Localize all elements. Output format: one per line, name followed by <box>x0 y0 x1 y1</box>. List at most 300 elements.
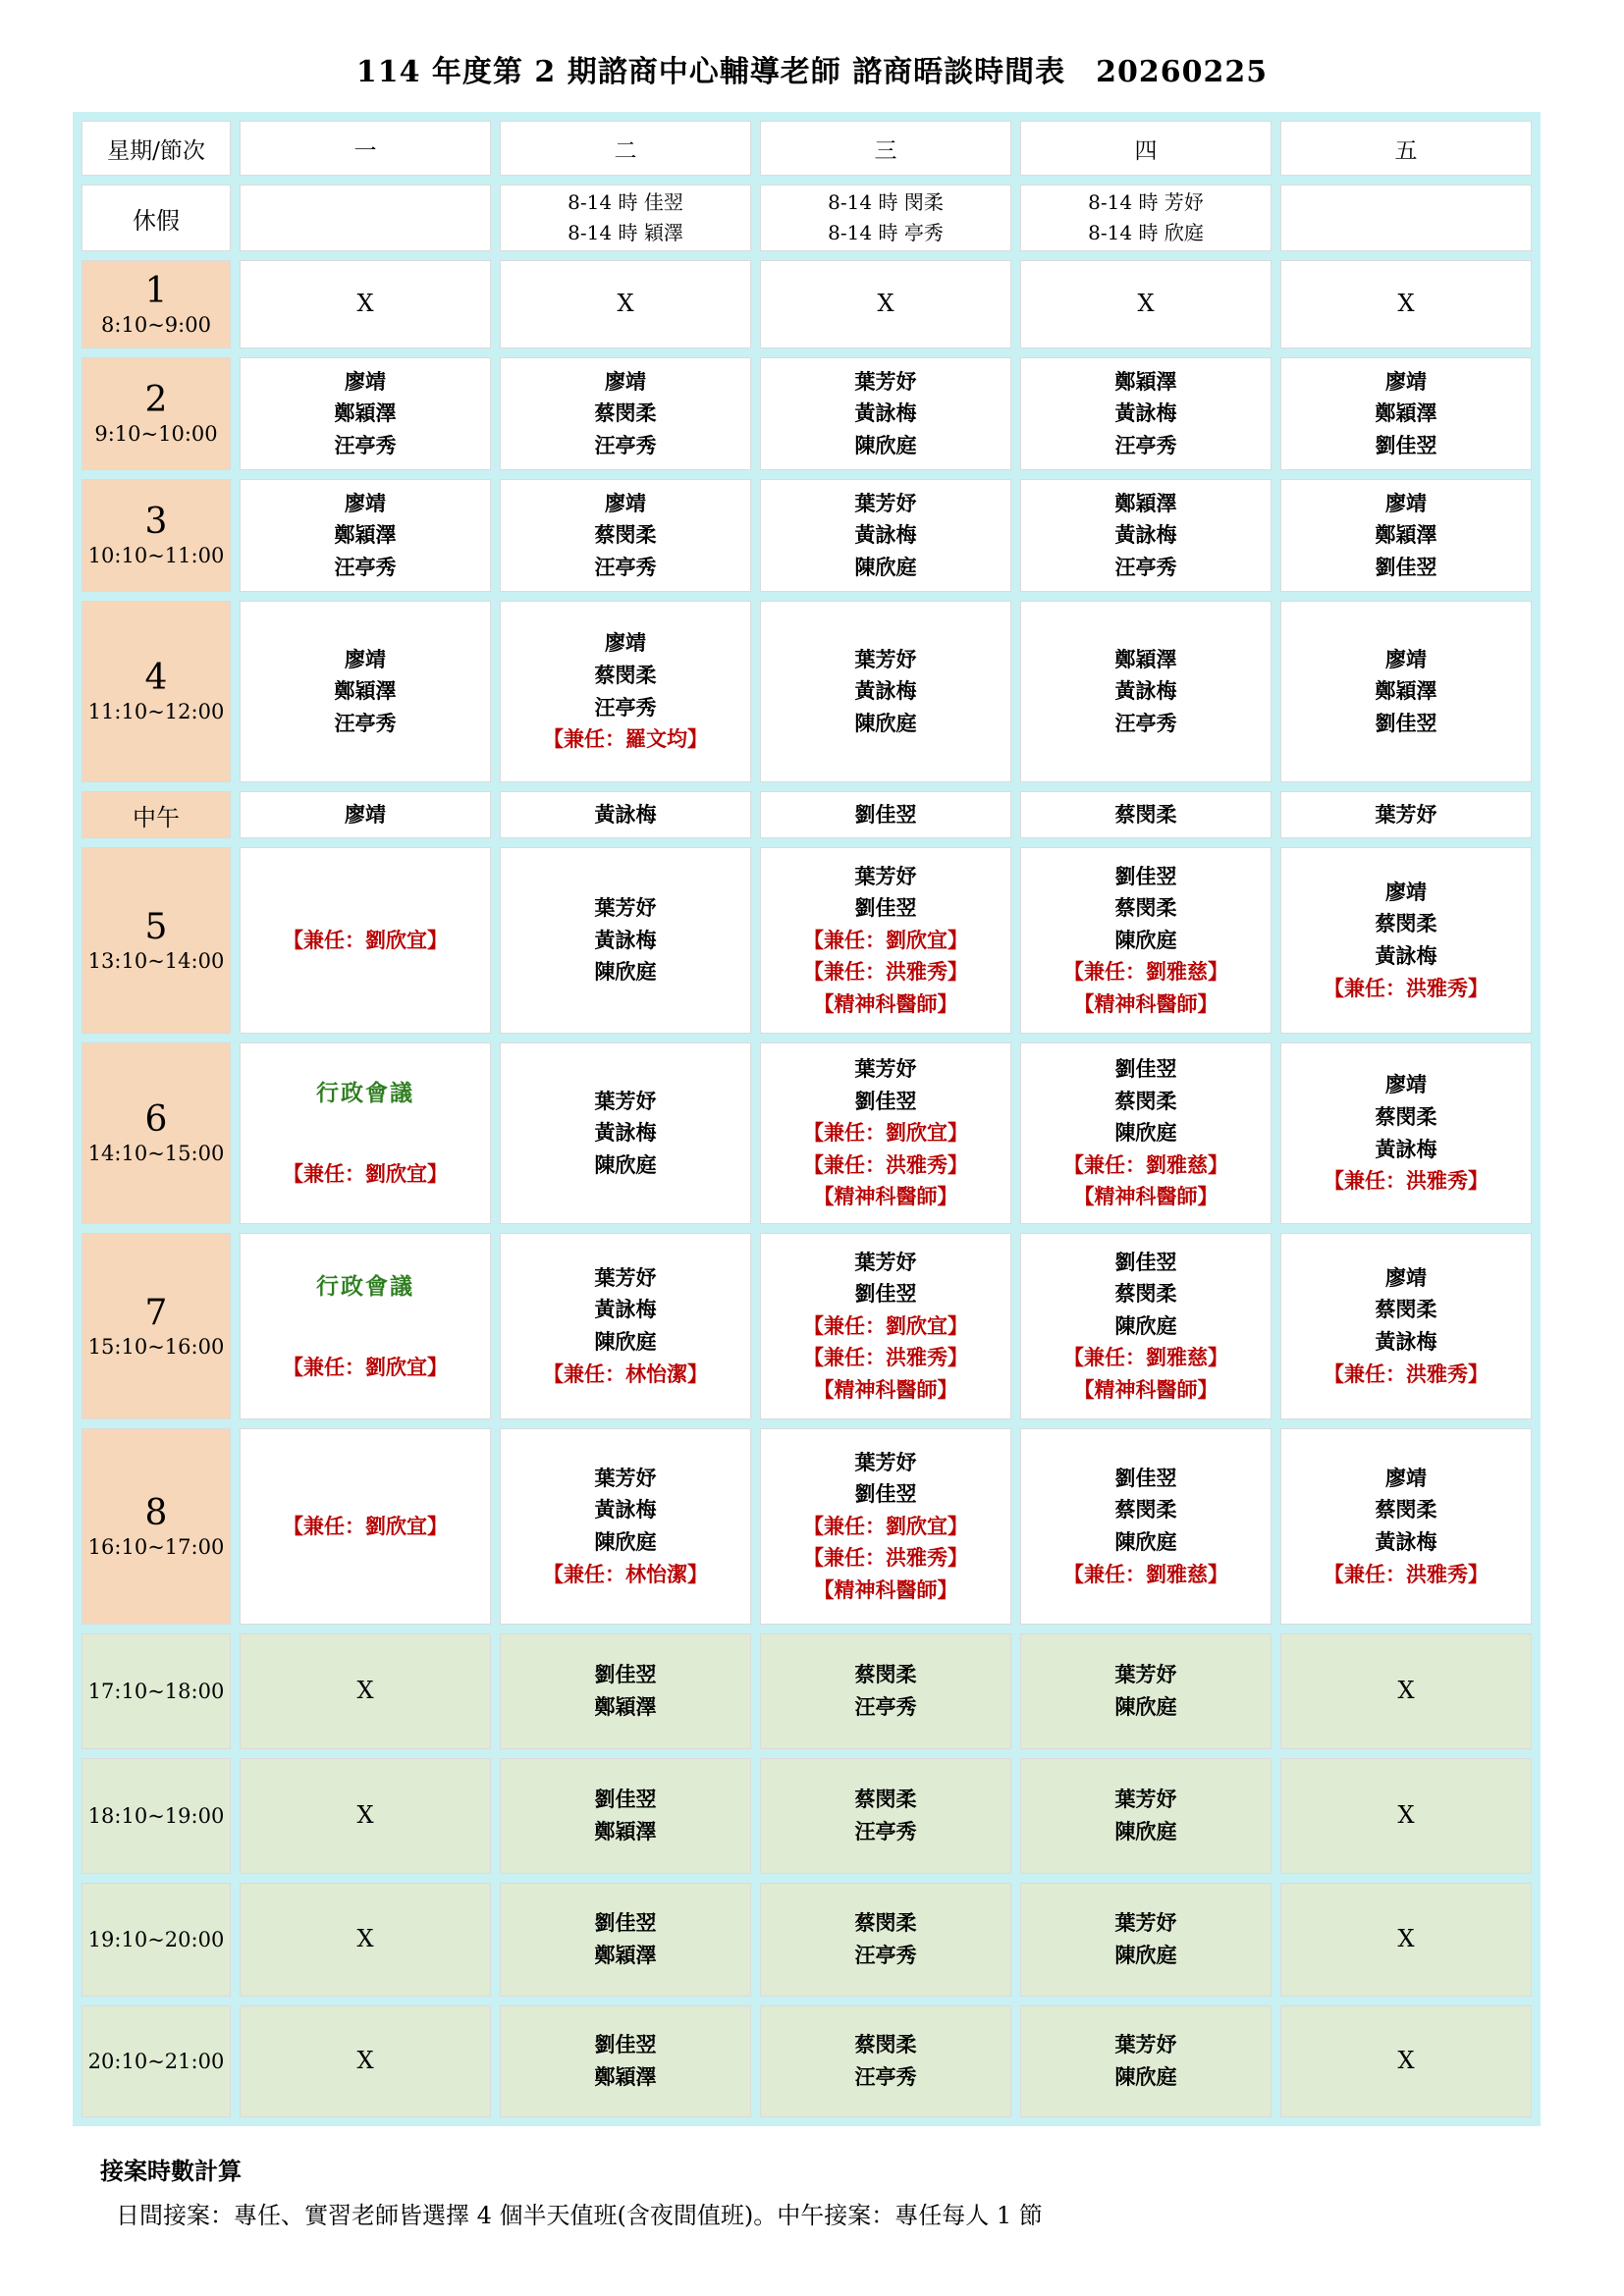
row-label-cell <box>81 260 231 348</box>
closed-mark: X <box>1397 1925 1415 1953</box>
cell-line: 蔡閔柔 <box>1114 1088 1177 1113</box>
header-day-cell: 二 <box>500 121 751 176</box>
cell-line: 黃詠梅 <box>1114 522 1177 548</box>
cell-line: 黃詠梅 <box>594 801 657 827</box>
closed-mark: X <box>877 290 894 318</box>
cell-line: 【兼任：洪雅秀】 <box>1324 975 1489 1000</box>
schedule-row <box>81 601 1532 782</box>
schedule-row <box>81 1233 1532 1419</box>
schedule-cell <box>1020 791 1272 838</box>
cell-line: 廖靖 <box>1385 646 1427 671</box>
period-time: 15:10~16:00 <box>87 1334 225 1359</box>
header-day-cell: 三 <box>760 121 1011 176</box>
cell-line: 汪亭秀 <box>1114 710 1177 735</box>
cell-line: 劉佳翌 <box>1114 1465 1177 1490</box>
cell-line: 【精神科醫師】 <box>1073 990 1218 1016</box>
row-label-cell <box>81 1042 231 1224</box>
cell-line <box>243 1111 488 1158</box>
cell-line: 劉佳翌 <box>854 1088 917 1113</box>
schedule-cell <box>760 479 1011 592</box>
cell-line: 陳欣庭 <box>1114 927 1177 952</box>
cell-line: 蔡閔柔 <box>1375 911 1437 936</box>
cell-line: 汪亭秀 <box>854 1819 917 1843</box>
schedule-cell <box>760 1233 1011 1419</box>
cell-line: 【精神科醫師】 <box>813 1576 958 1602</box>
cell-line: 鄭穎澤 <box>1375 522 1437 548</box>
cell-line: 蔡閔柔 <box>1114 801 1177 827</box>
cell-line: 汪亭秀 <box>1114 554 1177 579</box>
schedule-cell <box>1020 1883 1272 1997</box>
cell-line: 陳欣庭 <box>1114 2064 1177 2089</box>
cell-line: 【兼任：劉雅慈】 <box>1063 1345 1228 1370</box>
footer-heading: 接案時數計算 <box>100 2157 242 2185</box>
schedule-cell <box>500 479 751 592</box>
cell-line: 廖靖 <box>1385 490 1427 515</box>
cell-line: 廖靖 <box>345 490 386 515</box>
cell-line: 【兼任：林怡潔】 <box>543 1561 708 1586</box>
schedule-cell <box>500 1758 751 1874</box>
cell-line: 陳欣庭 <box>1114 1312 1177 1338</box>
cell-line: 劉佳翌 <box>1375 432 1437 457</box>
cell-line: 鄭穎澤 <box>1375 400 1437 426</box>
schedule-cell <box>240 1042 491 1224</box>
schedule-cell <box>1280 847 1532 1034</box>
cell-line: 汪亭秀 <box>334 432 397 457</box>
cell-line: 蔡閔柔 <box>594 662 657 687</box>
schedule-cell <box>500 1233 751 1419</box>
cell-line: 劉佳翌 <box>1114 863 1177 888</box>
schedule-cell <box>500 1633 751 1749</box>
cell-line: 廖靖 <box>605 630 646 656</box>
schedule-row <box>81 1758 1532 1874</box>
cell-line: 鄭穎澤 <box>334 522 397 548</box>
cell-line: 汪亭秀 <box>594 554 657 579</box>
cell-line: 蔡閔柔 <box>594 400 657 426</box>
cell-line: 【精神科醫師】 <box>813 1184 958 1209</box>
cell-line: 陳欣庭 <box>594 1529 657 1554</box>
schedule-cell <box>1020 847 1272 1034</box>
cell-line: 【兼任：劉欣宜】 <box>283 927 448 952</box>
cell-line: 劉佳翌 <box>854 1281 917 1307</box>
schedule-cell <box>1280 479 1532 592</box>
cell-line: 劉佳翌 <box>854 1481 917 1507</box>
cell-line: 行政會議 <box>316 1080 414 1107</box>
cell-line: 葉芳妤 <box>854 863 917 888</box>
cell-line: 鄭穎澤 <box>334 400 397 426</box>
cell-line: 黃詠梅 <box>594 1497 657 1522</box>
schedule-cell <box>1280 791 1532 838</box>
cell-line: 劉佳翌 <box>1114 1249 1177 1274</box>
cell-line: 【兼任：洪雅秀】 <box>803 959 968 985</box>
schedule-row <box>81 1042 1532 1224</box>
cell-line: 陳欣庭 <box>594 1329 657 1354</box>
period-time: 14:10~15:00 <box>87 1142 225 1166</box>
cell-line: 蔡閔柔 <box>1114 1497 1177 1522</box>
schedule-row <box>81 2005 1532 2117</box>
cell-line: 劉佳翌 <box>1375 554 1437 579</box>
schedule-cell <box>240 357 491 470</box>
cell-line: 劉佳翌 <box>594 2032 657 2057</box>
schedule-cell <box>760 260 1011 348</box>
schedule-cell <box>1020 357 1272 470</box>
closed-mark: X <box>1397 1677 1415 1705</box>
schedule-row <box>81 1428 1532 1625</box>
schedule-table <box>73 112 1541 2126</box>
cell-line: 劉佳翌 <box>594 1787 657 1812</box>
schedule-cell <box>240 791 491 838</box>
schedule-cell <box>240 479 491 592</box>
schedule-row <box>81 185 1532 251</box>
row-label-cell <box>81 1883 231 1997</box>
cell-line: 劉佳翌 <box>594 1662 657 1687</box>
cell-line: 廖靖 <box>1385 1264 1427 1290</box>
cell-line: 鄭穎澤 <box>594 1819 657 1843</box>
cell-line: 8-14 時 亭秀 <box>828 221 944 244</box>
cell-line: 廖靖 <box>605 368 646 394</box>
cell-line: 鄭穎澤 <box>1375 678 1437 704</box>
cell-line: 葉芳妤 <box>594 1465 657 1490</box>
cell-line: 陳欣庭 <box>1114 1943 1177 1967</box>
cell-line: 廖靖 <box>1385 879 1427 904</box>
row-label: 中午 <box>133 803 180 831</box>
closed-mark: X <box>356 290 374 318</box>
schedule-row <box>81 791 1532 838</box>
schedule-cell <box>500 1883 751 1997</box>
cell-line: 葉芳妤 <box>1375 801 1437 827</box>
period-time: 9:10~10:00 <box>94 422 218 447</box>
cell-line: 葉芳妤 <box>854 1056 917 1082</box>
cell-line: 【兼任：劉欣宜】 <box>283 1161 448 1187</box>
cell-line: 劉佳翌 <box>1375 710 1437 735</box>
cell-line: 陳欣庭 <box>1114 1120 1177 1146</box>
closed-mark: X <box>356 1677 374 1705</box>
cell-line: 蔡閔柔 <box>854 2032 917 2057</box>
cell-line: 劉佳翌 <box>854 895 917 921</box>
cell-line: 【兼任：洪雅秀】 <box>1324 1168 1489 1194</box>
period-time: 10:10~11:00 <box>87 544 225 568</box>
schedule-cell <box>1020 479 1272 592</box>
schedule-row <box>81 1883 1532 1997</box>
schedule-cell <box>1280 1428 1532 1625</box>
schedule-cell <box>760 1758 1011 1874</box>
schedule-cell <box>1280 1883 1532 1997</box>
schedule-cell <box>240 2005 491 2117</box>
cell-line: 【兼任：劉欣宜】 <box>283 1513 448 1538</box>
row-label: 休假 <box>133 206 180 235</box>
cell-line: 【兼任：洪雅秀】 <box>803 1345 968 1370</box>
schedule-cell <box>760 791 1011 838</box>
schedule-cell <box>1020 260 1272 348</box>
schedule-cell <box>500 357 751 470</box>
cell-line: 黃詠梅 <box>594 1120 657 1146</box>
schedule-cell <box>760 1633 1011 1749</box>
cell-line: 【精神科醫師】 <box>1073 1184 1218 1209</box>
period-number: 1 <box>144 270 168 311</box>
cell-line: 8-14 時 閔柔 <box>828 190 944 214</box>
cell-line: 葉芳妤 <box>1114 1910 1177 1936</box>
cell-line: 行政會議 <box>316 1272 414 1300</box>
period-time: 16:10~17:00 <box>87 1534 225 1559</box>
schedule-cell <box>240 1883 491 1997</box>
schedule-cell <box>760 847 1011 1034</box>
row-label-cell <box>81 1428 231 1625</box>
schedule-cell <box>760 1428 1011 1625</box>
row-label: 20:10~21:00 <box>87 2050 225 2073</box>
cell-line: 【兼任：劉雅慈】 <box>1063 959 1228 985</box>
schedule-cell <box>1020 1428 1272 1625</box>
period-number: 2 <box>144 380 168 421</box>
schedule-cell <box>1020 601 1272 782</box>
cell-line: 廖靖 <box>345 646 386 671</box>
cell-line: 鄭穎澤 <box>594 2064 657 2089</box>
closed-mark: X <box>1397 2047 1415 2075</box>
header-day-cell: 一 <box>240 121 491 176</box>
period-number: 4 <box>144 658 168 699</box>
period-time: 11:10~12:00 <box>87 700 225 724</box>
row-label-cell <box>81 1758 231 1874</box>
period-time: 8:10~9:00 <box>101 312 211 337</box>
cell-line: 葉芳妤 <box>854 646 917 671</box>
cell-line: 8-14 時 芳妤 <box>1088 190 1204 214</box>
schedule-cell <box>1280 1758 1532 1874</box>
cell-line: 鄭穎澤 <box>1114 646 1177 671</box>
cell-line: 廖靖 <box>605 490 646 515</box>
closed-mark: X <box>356 2047 374 2075</box>
cell-line: 陳欣庭 <box>854 554 917 579</box>
cell-line: 黃詠梅 <box>1375 1329 1437 1354</box>
schedule-cell <box>1020 1233 1272 1419</box>
closed-mark: X <box>1137 290 1155 318</box>
row-label-cell <box>81 357 231 470</box>
cell-line: 蔡閔柔 <box>1375 1297 1437 1322</box>
schedule-cell <box>240 185 491 251</box>
cell-line: 汪亭秀 <box>334 710 397 735</box>
cell-line: 蔡閔柔 <box>1375 1103 1437 1129</box>
cell-line: 【兼任：林怡潔】 <box>543 1361 708 1386</box>
schedule-cell <box>240 601 491 782</box>
schedule-row <box>81 479 1532 592</box>
cell-line: 廖靖 <box>1385 368 1427 394</box>
cell-line: 【兼任：洪雅秀】 <box>1324 1561 1489 1586</box>
schedule-cell <box>1020 1633 1272 1749</box>
cell-line: 【兼任：劉欣宜】 <box>803 1312 968 1338</box>
schedule-cell <box>760 185 1011 251</box>
cell-line: 【兼任：羅文均】 <box>543 726 708 752</box>
cell-line: 汪亭秀 <box>854 1943 917 1967</box>
cell-line: 【精神科醫師】 <box>813 1376 958 1402</box>
schedule-cell <box>1280 357 1532 470</box>
cell-line: 汪亭秀 <box>854 2064 917 2089</box>
schedule-row <box>81 847 1532 1034</box>
cell-line: 【兼任：劉雅慈】 <box>1063 1561 1228 1586</box>
page-title: 114 年度第 2 期諮商中心輔導老師 諮商晤談時間表 20260225 <box>355 55 1269 89</box>
cell-line: 【兼任：洪雅秀】 <box>1324 1361 1489 1386</box>
table-body <box>81 185 1532 2117</box>
cell-line: 蔡閔柔 <box>594 522 657 548</box>
table-header <box>81 121 1532 176</box>
cell-line: 葉芳妤 <box>1114 1662 1177 1687</box>
cell-line: 【兼任：洪雅秀】 <box>803 1151 968 1177</box>
header-day-cell: 四 <box>1020 121 1272 176</box>
closed-mark: X <box>617 290 634 318</box>
cell-line: 【兼任：劉欣宜】 <box>803 1513 968 1538</box>
cell-line: 蔡閔柔 <box>854 1662 917 1687</box>
schedule-cell <box>240 260 491 348</box>
cell-line: 黃詠梅 <box>1375 1529 1437 1554</box>
cell-line: 蔡閔柔 <box>854 1910 917 1936</box>
period-number: 6 <box>144 1099 168 1141</box>
cell-line: 【精神科醫師】 <box>1073 1376 1218 1402</box>
cell-line: 黃詠梅 <box>854 522 917 548</box>
schedule-cell <box>760 2005 1011 2117</box>
period-number: 3 <box>144 502 168 543</box>
footer <box>100 2152 1624 2230</box>
closed-mark: X <box>1397 1801 1415 1830</box>
cell-line: 黃詠梅 <box>854 400 917 426</box>
schedule-cell <box>1020 2005 1272 2117</box>
row-label: 18:10~19:00 <box>87 1804 225 1828</box>
cell-line: 葉芳妤 <box>854 490 917 515</box>
cell-line: 陳欣庭 <box>1114 1694 1177 1719</box>
schedule-cell <box>500 1042 751 1224</box>
cell-line: 陳欣庭 <box>854 432 917 457</box>
cell-line: 陳欣庭 <box>1114 1819 1177 1843</box>
cell-line: 葉芳妤 <box>594 895 657 921</box>
cell-line <box>243 1305 488 1352</box>
schedule-cell <box>1280 601 1532 782</box>
cell-line: 葉芳妤 <box>854 1249 917 1274</box>
schedule-cell <box>1280 1042 1532 1224</box>
cell-line: 【兼任：洪雅秀】 <box>803 1545 968 1571</box>
cell-line: 黃詠梅 <box>854 678 917 704</box>
schedule-cell <box>240 1758 491 1874</box>
schedule-cell <box>760 1042 1011 1224</box>
cell-line: 黃詠梅 <box>1375 943 1437 968</box>
schedule-cell <box>500 601 751 782</box>
cell-line: 劉佳翌 <box>594 1910 657 1936</box>
closed-mark: X <box>1397 290 1415 318</box>
schedule-cell <box>1280 1233 1532 1419</box>
cell-line: 鄭穎澤 <box>1114 490 1177 515</box>
cell-line: 汪亭秀 <box>594 432 657 457</box>
schedule-cell <box>1020 1042 1272 1224</box>
schedule-cell <box>240 847 491 1034</box>
row-label-cell <box>81 2005 231 2117</box>
schedule-cell <box>240 1233 491 1419</box>
row-label-cell <box>81 1233 231 1419</box>
cell-line: 黃詠梅 <box>1114 678 1177 704</box>
period-number: 5 <box>144 906 168 947</box>
cell-line: 廖靖 <box>345 801 386 827</box>
cell-line: 蔡閔柔 <box>854 1787 917 1812</box>
schedule-cell <box>760 601 1011 782</box>
cell-line: 陳欣庭 <box>594 1151 657 1177</box>
cell-line: 廖靖 <box>345 368 386 394</box>
cell-line: 【兼任：劉雅慈】 <box>1063 1151 1228 1177</box>
schedule-cell <box>500 2005 751 2117</box>
cell-line: 葉芳妤 <box>854 1449 917 1474</box>
schedule-cell <box>760 1883 1011 1997</box>
header-row <box>81 121 1532 176</box>
closed-mark: X <box>356 1801 374 1830</box>
schedule-row <box>81 357 1532 470</box>
cell-line: 【兼任：劉欣宜】 <box>803 927 968 952</box>
cell-line: 劉佳翌 <box>854 801 917 827</box>
schedule-cell <box>500 791 751 838</box>
cell-line: 葉芳妤 <box>1114 2032 1177 2057</box>
closed-mark: X <box>356 1925 374 1953</box>
schedule-cell <box>1020 185 1272 251</box>
row-label-cell <box>81 791 231 838</box>
schedule-cell <box>1280 1633 1532 1749</box>
row-label: 17:10~18:00 <box>87 1680 225 1703</box>
cell-line: 黃詠梅 <box>1375 1136 1437 1161</box>
cell-line: 8-14 時 佳翌 <box>568 190 683 214</box>
row-label-cell <box>81 601 231 782</box>
cell-line: 陳欣庭 <box>594 959 657 985</box>
header-day-cell: 五 <box>1280 121 1532 176</box>
period-number: 8 <box>144 1492 168 1533</box>
cell-line: 鄭穎澤 <box>594 1943 657 1967</box>
schedule-cell <box>500 260 751 348</box>
cell-line: 陳欣庭 <box>854 710 917 735</box>
schedule-row <box>81 1633 1532 1749</box>
cell-line: 8-14 時 穎澤 <box>568 221 683 244</box>
schedule-cell <box>1020 1758 1272 1874</box>
cell-line: 蔡閔柔 <box>1375 1497 1437 1522</box>
footer-note: 日間接案：專任、實習老師皆選擇 4 個半天值班(含夜間值班)。中午接案：專任每人 1 節 <box>116 2202 1043 2229</box>
schedule-cell <box>240 1633 491 1749</box>
cell-line: 汪亭秀 <box>334 554 397 579</box>
schedule-cell <box>1280 2005 1532 2117</box>
cell-line: 鄭穎澤 <box>334 678 397 704</box>
schedule-cell <box>500 847 751 1034</box>
schedule-cell <box>240 1428 491 1625</box>
schedule-cell <box>1280 260 1532 348</box>
cell-line: 【兼任：劉欣宜】 <box>283 1354 448 1379</box>
cell-line: 廖靖 <box>1385 1465 1427 1490</box>
cell-line: 葉芳妤 <box>854 368 917 394</box>
row-label-cell <box>81 1633 231 1749</box>
row-label-cell <box>81 185 231 251</box>
period-time: 13:10~14:00 <box>87 948 225 973</box>
header-corner-cell: 星期/節次 <box>81 121 231 176</box>
cell-line: 葉芳妤 <box>1114 1787 1177 1812</box>
cell-line: 鄭穎澤 <box>594 1694 657 1719</box>
schedule-cell <box>500 1428 751 1625</box>
cell-line: 【兼任：劉欣宜】 <box>803 1120 968 1146</box>
cell-line: 汪亭秀 <box>1114 432 1177 457</box>
cell-line: 廖靖 <box>1385 1072 1427 1097</box>
cell-line: 汪亭秀 <box>854 1694 917 1719</box>
cell-line: 葉芳妤 <box>594 1088 657 1113</box>
cell-line: 黃詠梅 <box>1114 400 1177 426</box>
cell-line: 黃詠梅 <box>594 927 657 952</box>
cell-line: 【精神科醫師】 <box>813 990 958 1016</box>
schedule-cell <box>1280 185 1532 251</box>
cell-line: 8-14 時 欣庭 <box>1088 221 1204 244</box>
cell-line: 鄭穎澤 <box>1114 368 1177 394</box>
cell-line: 汪亭秀 <box>594 694 657 720</box>
schedule-cell <box>500 185 751 251</box>
cell-line: 蔡閔柔 <box>1114 895 1177 921</box>
cell-line: 劉佳翌 <box>1114 1056 1177 1082</box>
cell-line: 葉芳妤 <box>594 1264 657 1290</box>
row-label: 19:10~20:00 <box>87 1928 225 1951</box>
schedule-row <box>81 260 1532 348</box>
cell-line: 陳欣庭 <box>1114 1529 1177 1554</box>
row-label-cell <box>81 847 231 1034</box>
